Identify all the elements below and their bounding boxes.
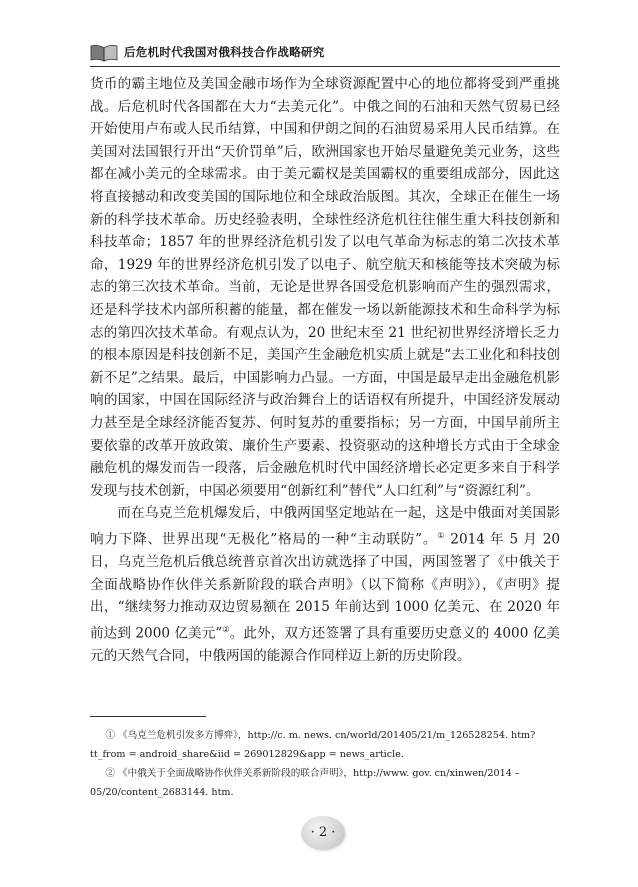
footnote-1: ① 《乌克兰危机引发多方博弈》，http://c. m. news. cn/world/201405/21/m_126528254. htm? tt_from = android_share&iid = 269012829&app = news_article.: [90, 730, 536, 760]
footnote-ref-2[interactable]: ②: [222, 624, 230, 634]
paragraph-2: [90, 502, 560, 667]
paragraph-2-text-b: 2014 年 5 月 20 日，乌克兰危机后俄总统普京首次出访就选择了中国，两国签署了《中俄关于全面战略协作伙伴关系新阶段的联合声明》（以下简称《声明》），《声明》提出，“继续努力推动双边贸易额在 2015 年前达到 1000 亿美元、在 2020 年前达到 2000 亿美元”: [90, 531, 561, 642]
running-header: [90, 42, 560, 64]
footnotes: [90, 726, 560, 802]
page-number: · 2 ·: [301, 816, 345, 850]
footnote-ref-1[interactable]: ①: [437, 530, 446, 540]
paragraph-1-text: 货币的霸主地位及美国金融市场作为全球资源配置中心的地位都将受到严重挑战。后危机时代各国都在大力“去美元化”。中俄之间的石油和天然气贸易已经开始使用卢布或人民币结算，中国和伊朗之间的石油贸易采用人民币结算。在美国对法国银行开出“天价罚单”后，欧洲国家也开始尽量避免美元业务，这些都在减小美元的全球需求。由于美元霸权是美国霸权的重要组成部分，因此这将直接撼动和改变美国的国际地位和全球政治版图。其次，全球正在催生一场新的科学技术革命。历史经验表明，全球性经济危机往往催生重大科技创新和科技革命；1857 年的世界经济危机引发了以电气革命为标志的第二次技术革命，1929 年的世界经济危机引发了以电子、航空航天和核能等技术突破为标志的第三次技术革命。当前，无论是世界各国受危机影响而产生的强烈需求，还是科学技术内部所积蓄的能量，都在催发一场以新能源技术和生命科学为标志的第四次技术革命。有观点认为，20 世纪末至 21 世纪初世界经济增长乏力的根本原因是科技创新不足，美国产生金融危机实质上就是“去工业化和科技创新不足”之结果。最后，中国影响力凸显。一方面，中国是最早走出金融危机影响的国家，中国在国际经济与政治舞台上的话语权有所提升，中国经济发展动力甚至是全球经济能否复苏、何时复苏的重要指标；另一方面，中国早前所主要依靠的改革开放政策、廉价生产要素、投资驱动的这种增长方式由于全球金融危机的爆发而告一段落，后金融危机时代中国经济增长必定更多来自于科学发现与技术创新，中国必须要用“创新红利”替代“人口红利”与“资源红利”。: [90, 76, 560, 499]
footnote-rule: [90, 716, 206, 717]
paragraph-1: [90, 73, 560, 502]
open-book-icon: [90, 44, 118, 62]
body-text: [90, 73, 560, 668]
footnote-2: ② 《中俄关于全面战略协作伙伴关系新阶段的联合声明》，http://www. gov. cn/xinwen/2014 – 05/20/content_2683144. htm.: [90, 768, 520, 798]
header-title: 后危机时代我国对俄科技合作战略研究: [124, 45, 325, 59]
header-rule: [90, 66, 560, 67]
paragraph-2-text-a: 而在乌克兰危机爆发后，中俄两国坚定地站在一起，这是中俄面对美国影响力下降、世界出现“无极化”格局的一种“主动联防”。: [90, 505, 560, 548]
paragraph-2-text-c: 。此外，双方还签署了具有重要历史意义的 4000 亿美元的天然气合同，中俄两国的能源合作同样迈上新的历史阶段。: [90, 625, 560, 664]
